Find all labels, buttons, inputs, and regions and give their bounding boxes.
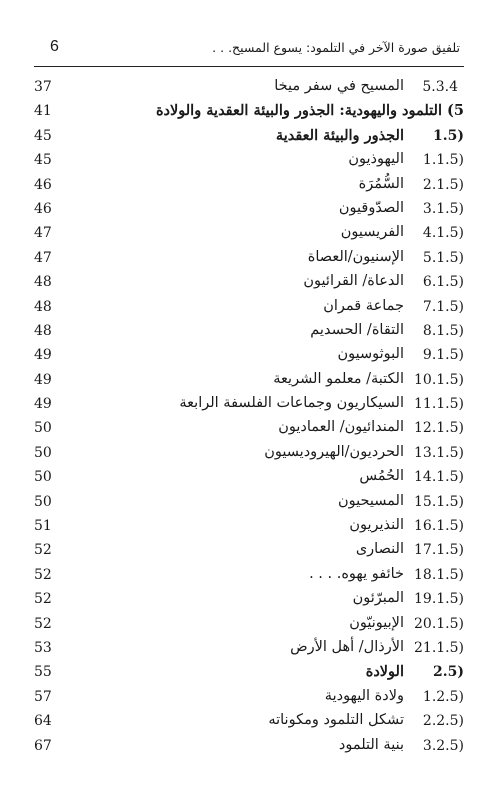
toc-entry-page: 45 — [34, 152, 52, 169]
toc-entry-page: 53 — [34, 639, 52, 656]
toc-entry-title: البوثوسيون — [337, 346, 404, 363]
toc-entry-page: 50 — [34, 444, 52, 461]
toc-entry-number: 5.1.5) — [422, 249, 464, 266]
toc-entry — [34, 76, 464, 100]
toc-entry-title: السُّمُرَة — [358, 175, 404, 192]
page-header — [34, 36, 464, 62]
toc-entry — [34, 320, 464, 344]
toc-entry — [34, 393, 464, 417]
toc-entry-number: 11.1.5) — [414, 396, 464, 413]
toc-entry-title: جماعة قمران — [323, 297, 404, 314]
toc-entry-title: الجذور والبيئة العقدية — [275, 126, 404, 144]
toc-entry-page: 48 — [34, 298, 52, 315]
toc-entry-number: 16.1.5) — [414, 518, 464, 535]
toc-entry — [34, 686, 464, 710]
toc-entry — [34, 222, 464, 246]
toc-entry-page: 52 — [34, 591, 52, 608]
toc-entry-title: الأرذال/ أهل الأرض — [290, 638, 404, 655]
toc-entry — [34, 100, 464, 124]
toc-entry-page: 41 — [34, 103, 52, 120]
toc-entry-page: 57 — [34, 688, 52, 705]
toc-entry-title: السيكاريون وجماعات الفلسفة الرابعة — [179, 395, 404, 412]
toc-entry-page: 47 — [34, 249, 52, 266]
toc-entry-page: 51 — [34, 518, 52, 535]
toc-entry-title: المسيح في سفر ميخا — [274, 78, 404, 94]
toc-entry — [34, 247, 464, 271]
toc-entry-title: الحُمُس — [359, 468, 404, 485]
page-number: 6 — [50, 38, 59, 55]
toc-entry — [34, 515, 464, 539]
toc-entry — [34, 344, 464, 368]
toc-entry-title: النذيريون — [349, 517, 404, 534]
toc-entry-title: المندائيون/ العماديون — [278, 419, 404, 436]
running-title: تلفيق صورة الآخر في التلمود: يسوع المسيح. . . — [212, 40, 460, 55]
toc-entry-title: المبرّئون — [352, 590, 404, 607]
toc-entry-title: ولادة اليهودية — [324, 687, 404, 704]
toc-entry-number: 1.5) — [433, 127, 464, 144]
toc-entry-page: 50 — [34, 420, 52, 437]
toc-entry-title: الولادة — [365, 663, 404, 681]
toc-entry-title: الكتبة/ معلمو الشريعة — [273, 370, 404, 387]
toc-entry-number: 14.1.5) — [414, 469, 464, 486]
toc-entry-page: 48 — [34, 322, 52, 339]
toc-entry — [34, 564, 464, 588]
toc-entry-title: 5) التلمود واليهودية: الجذور والبيئة العقدية والولادة — [155, 102, 464, 120]
toc-entry-title: الفريسيون — [340, 224, 404, 241]
toc-entry-number: 7.1.5) — [422, 298, 464, 315]
toc-entry-page: 46 — [34, 176, 52, 193]
toc-entry-number: 13.1.5) — [414, 444, 464, 461]
toc-entry-page: 49 — [34, 371, 52, 388]
toc-entry — [34, 613, 464, 637]
toc-entry-title: الحرديون/الهيروديسيون — [264, 443, 404, 460]
toc-entry-number: 15.1.5) — [414, 493, 464, 510]
toc-entry — [34, 198, 464, 222]
toc-entry-number: 17.1.5) — [414, 542, 464, 559]
toc-entry-number: 19.1.5) — [414, 591, 464, 608]
toc-entry-page: 49 — [34, 347, 52, 364]
toc-entry — [34, 417, 464, 441]
toc-entry-page: 52 — [34, 566, 52, 583]
toc-entry-title: الدعاة/ القرائيون — [303, 273, 404, 290]
toc-entry — [34, 369, 464, 393]
header-rule — [34, 66, 464, 67]
toc-entry-page: 50 — [34, 493, 52, 510]
toc-entry-number: 8.1.5) — [422, 322, 464, 339]
toc-entry-number: 18.1.5) — [414, 566, 464, 583]
toc-entry-title: تشكل التلمود ومكوناته — [268, 712, 404, 729]
toc-entry-page: 67 — [34, 737, 52, 754]
toc-entry — [34, 125, 464, 149]
toc-entry-page: 45 — [34, 127, 52, 144]
table-of-contents — [34, 76, 464, 759]
toc-entry-number: 2.1.5) — [422, 176, 464, 193]
toc-entry-page: 46 — [34, 200, 52, 217]
toc-entry — [34, 271, 464, 295]
toc-entry — [34, 637, 464, 661]
toc-entry-page: 52 — [34, 615, 52, 632]
toc-entry-title: الإبيونيّون — [349, 614, 404, 631]
toc-entry-number: 1.1.5) — [422, 152, 464, 169]
toc-entry — [34, 491, 464, 515]
toc-entry-number: 6.1.5) — [422, 274, 464, 291]
toc-entry-page: 37 — [34, 79, 52, 95]
toc-entry-number: 1.2.5) — [422, 688, 464, 705]
toc-entry-page: 47 — [34, 225, 52, 242]
toc-entry — [34, 466, 464, 490]
toc-entry-page: 48 — [34, 274, 52, 291]
toc-entry-number: 3.2.5) — [422, 737, 464, 754]
toc-entry — [34, 174, 464, 198]
toc-entry-title: المسيحيون — [337, 492, 404, 509]
toc-entry-title: بنية التلمود — [338, 736, 404, 753]
toc-entry-title: النصارى — [355, 541, 404, 558]
toc-entry-number: 10.1.5) — [414, 371, 464, 388]
toc-entry-number: 5.3.4 — [422, 79, 458, 95]
toc-entry-number: 3.1.5) — [422, 200, 464, 217]
toc-entry — [34, 588, 464, 612]
toc-entry-number: 2.5) — [433, 664, 464, 681]
toc-entry — [34, 735, 464, 759]
toc-entry — [34, 149, 464, 173]
toc-entry-number: 20.1.5) — [414, 615, 464, 632]
toc-entry-title: اليهوذيون — [348, 151, 404, 168]
toc-entry-number: 21.1.5) — [414, 639, 464, 656]
toc-entry-page: 64 — [34, 713, 52, 730]
toc-entry-number: 12.1.5) — [414, 420, 464, 437]
toc-entry-title: خائفو يهوه. . . . — [309, 565, 404, 582]
toc-entry-number: 2.2.5) — [422, 713, 464, 730]
toc-entry-page: 52 — [34, 542, 52, 559]
toc-entry-page: 50 — [34, 469, 52, 486]
toc-entry — [34, 442, 464, 466]
toc-entry-title: الصدّوقيون — [338, 199, 404, 216]
toc-entry — [34, 710, 464, 734]
toc-entry-page: 55 — [34, 664, 52, 681]
toc-entry — [34, 661, 464, 685]
toc-entry-number: 4.1.5) — [422, 225, 464, 242]
toc-entry-title: الإسنيون/العصاة — [307, 248, 404, 265]
toc-entry-title: التقاة/ الحسديم — [310, 321, 404, 338]
toc-entry-number: 9.1.5) — [422, 347, 464, 364]
toc-entry-page: 49 — [34, 396, 52, 413]
toc-entry — [34, 539, 464, 563]
toc-entry — [34, 296, 464, 320]
